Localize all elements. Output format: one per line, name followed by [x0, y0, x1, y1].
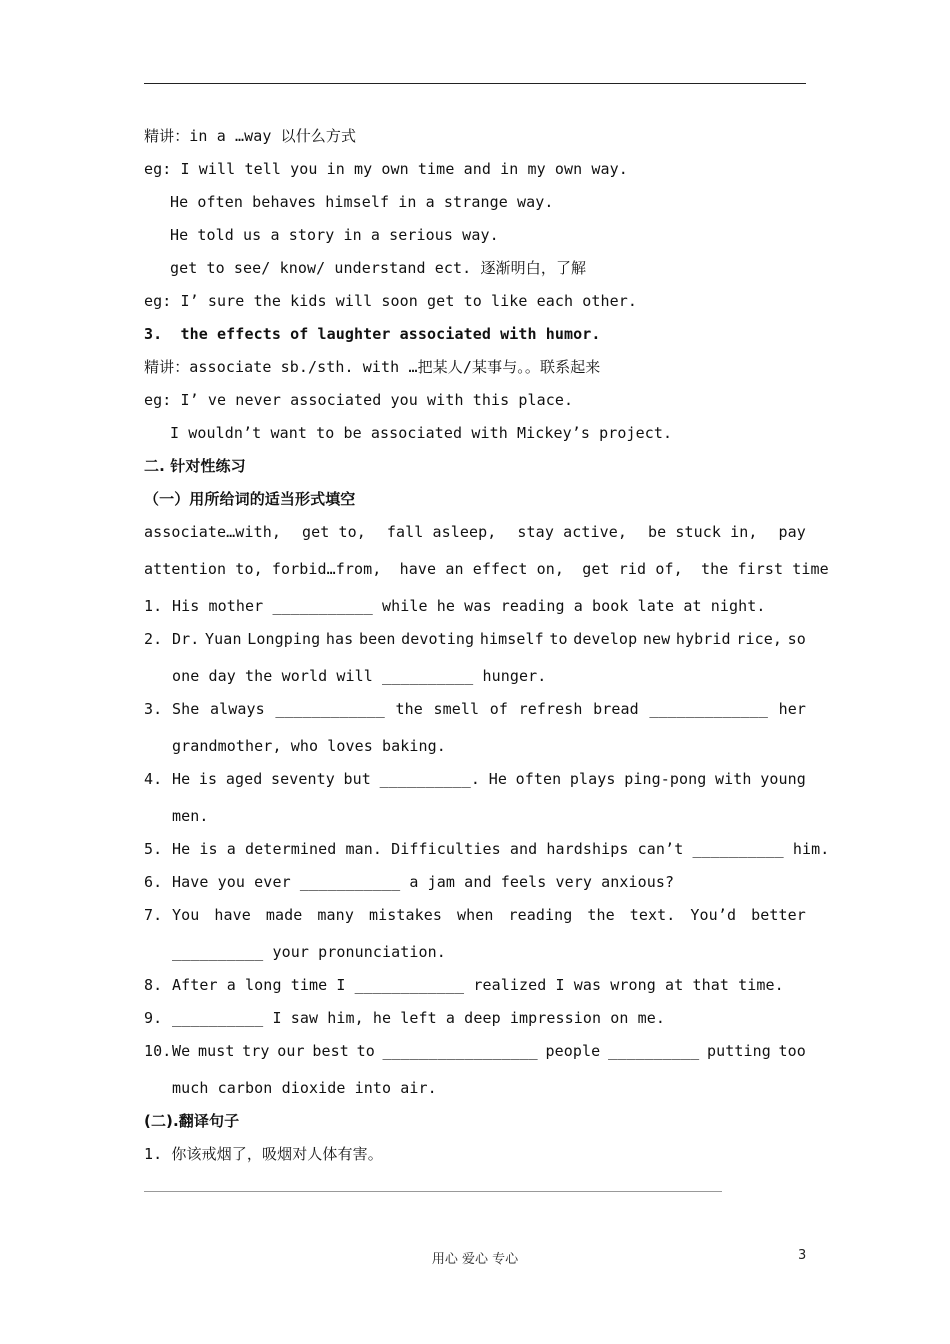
word: He: [172, 770, 191, 788]
word: reading: [508, 906, 573, 924]
word: the: [587, 906, 615, 924]
exercise-number: 3.: [144, 700, 163, 718]
word: You’d: [690, 906, 737, 924]
word: has: [325, 630, 354, 648]
word: better: [751, 906, 806, 924]
word: bread: [593, 700, 639, 718]
word-bank-item: be stuck in,: [647, 523, 758, 541]
exercise-number: 1.: [144, 597, 163, 615]
answer-line: [144, 1191, 722, 1192]
exercise-text: [172, 693, 806, 730]
word: text.: [629, 906, 676, 924]
exercise-continuation: grandmother, who loves baking.: [172, 737, 446, 755]
word: new: [642, 630, 671, 648]
example-line: eg: I’ sure the kids will soon get to like each other.: [144, 292, 638, 310]
word: putting: [706, 1042, 771, 1060]
word: devoting: [401, 630, 475, 648]
document-body: [144, 120, 830, 1192]
word: She: [172, 700, 200, 718]
exercise-number: 8.: [144, 976, 163, 994]
page-number: 3: [798, 1248, 807, 1263]
word: hybrid: [675, 630, 731, 648]
section-heading: 二. 针对性练习: [144, 457, 246, 475]
exercise-continuation: __________ your pronunciation.: [172, 943, 446, 961]
blank: ____________: [275, 700, 385, 718]
exercise-item: [144, 899, 806, 936]
exercise-text: [172, 623, 806, 660]
exercise-item: [144, 623, 806, 660]
exercise-item: [144, 1002, 806, 1035]
explanation-line: 精讲：associate sb./sth. with …把某人/某事与。。联系起来: [144, 358, 601, 376]
footer-motto: 用心 爱心 专心: [431, 1252, 519, 1267]
header-rule: [144, 83, 806, 84]
word: He: [488, 770, 507, 788]
exercise-continuation: men.: [172, 807, 209, 825]
exercise-item: [144, 763, 806, 800]
exercise-item: [144, 866, 806, 899]
exercise-number: 9.: [144, 1009, 163, 1027]
exercise-number: 4.: [144, 770, 163, 788]
word: young: [760, 770, 806, 788]
word: best: [312, 1042, 349, 1060]
exercise-item: [144, 1035, 806, 1072]
word: the: [395, 700, 423, 718]
word: of: [489, 700, 508, 718]
word: to: [356, 1042, 375, 1060]
word: try: [242, 1042, 270, 1060]
word: her: [778, 700, 806, 718]
word: is: [198, 770, 218, 788]
word-bank-item: pay: [778, 523, 806, 541]
example-line: eg: I will tell you in my own time and in my own way.: [144, 160, 628, 178]
word: must: [197, 1042, 235, 1060]
word: rice,: [736, 630, 782, 648]
word: plays: [569, 770, 616, 788]
word: too: [778, 1042, 806, 1060]
word-bank-item: associate…with,: [144, 523, 281, 541]
exercise-text: [172, 763, 806, 800]
explanation-line: 精讲：in a …way 以什么方式: [144, 127, 357, 145]
example-line: He told us a story in a serious way.: [170, 226, 499, 244]
word: aged: [225, 770, 263, 788]
exercise-text: Have you ever ___________ a jam and feels very anxious?: [172, 873, 675, 891]
word: We: [172, 1042, 191, 1060]
word: made: [265, 906, 303, 924]
example-line: eg: I’ ve never associated you with this place.: [144, 391, 574, 409]
word-bank-item: get to,: [301, 523, 366, 541]
word: Yuan: [205, 630, 242, 648]
word: many: [317, 906, 354, 924]
exercise-text: His mother ___________ while he was reading a book late at night.: [172, 597, 766, 615]
word: mistakes: [368, 906, 442, 924]
exercise-continuation: much carbon dioxide into air.: [172, 1079, 437, 1097]
word-bank-row: attention to, forbid…from, have an effect on, get rid of, the first time: [144, 560, 829, 578]
exercise-item: [144, 969, 806, 1002]
word: so: [787, 630, 806, 648]
exercise-number: 6.: [144, 873, 163, 891]
exercise-item: [144, 833, 830, 866]
exercise-item: [144, 590, 806, 623]
word: always: [209, 700, 265, 718]
exercise-continuation: one day the world will __________ hunger.: [172, 667, 547, 685]
word: been: [358, 630, 396, 648]
exercise-item: [144, 693, 806, 730]
exercise-text: __________ I saw him, he left a deep impression on me.: [172, 1009, 666, 1027]
word: our: [277, 1042, 305, 1060]
blank: __________.: [379, 770, 481, 788]
exercise-number: 2.: [144, 630, 163, 648]
word: when: [456, 906, 494, 924]
exercise-text: [172, 899, 806, 936]
subsection-heading: （一）用所给词的适当形式填空: [144, 490, 356, 508]
exercise-text: He is a determined man. Difficulties and hardships can’t __________ him.: [172, 840, 830, 858]
word: Longping: [247, 630, 321, 648]
exercise-number: 5.: [144, 840, 163, 858]
word: seventy: [270, 770, 335, 788]
word: to: [549, 630, 568, 648]
word: with: [715, 770, 752, 788]
word-bank-row: [144, 516, 806, 553]
word: often: [515, 770, 562, 788]
word: have: [214, 906, 251, 924]
exercise-number: 10.: [144, 1042, 172, 1060]
example-line: I wouldn’t want to be associated with Mickey’s project.: [170, 424, 673, 442]
blank: _________________: [382, 1042, 538, 1060]
exercise-number: 7.: [144, 906, 163, 924]
word: smell: [433, 700, 480, 718]
word: people: [545, 1042, 601, 1060]
phrase-line: get to see/ know/ understand ect. 逐渐明白，了解: [170, 259, 587, 277]
word-bank-item: fall asleep,: [386, 523, 497, 541]
word: refresh: [518, 700, 583, 718]
translation-item: 1. 你该戒烟了，吸烟对人体有害。: [144, 1145, 383, 1163]
example-line: He often behaves himself in a strange way.: [170, 193, 554, 211]
word-bank-item: stay active,: [517, 523, 627, 541]
blank: _____________: [649, 700, 769, 718]
exercise-text: [172, 1035, 806, 1072]
point-heading: 3. the effects of laughter associated with humor.: [144, 325, 601, 343]
word: himself: [479, 630, 544, 648]
translation-heading: (二).翻译句子: [144, 1112, 240, 1130]
word: develop: [573, 630, 638, 648]
blank: __________: [607, 1042, 700, 1060]
word: Dr.: [172, 630, 200, 648]
word: but: [343, 770, 371, 788]
exercise-text: After a long time I ____________ realized I was wrong at that time.: [172, 976, 784, 994]
word: You: [172, 906, 200, 924]
word: ping-pong: [624, 770, 707, 788]
